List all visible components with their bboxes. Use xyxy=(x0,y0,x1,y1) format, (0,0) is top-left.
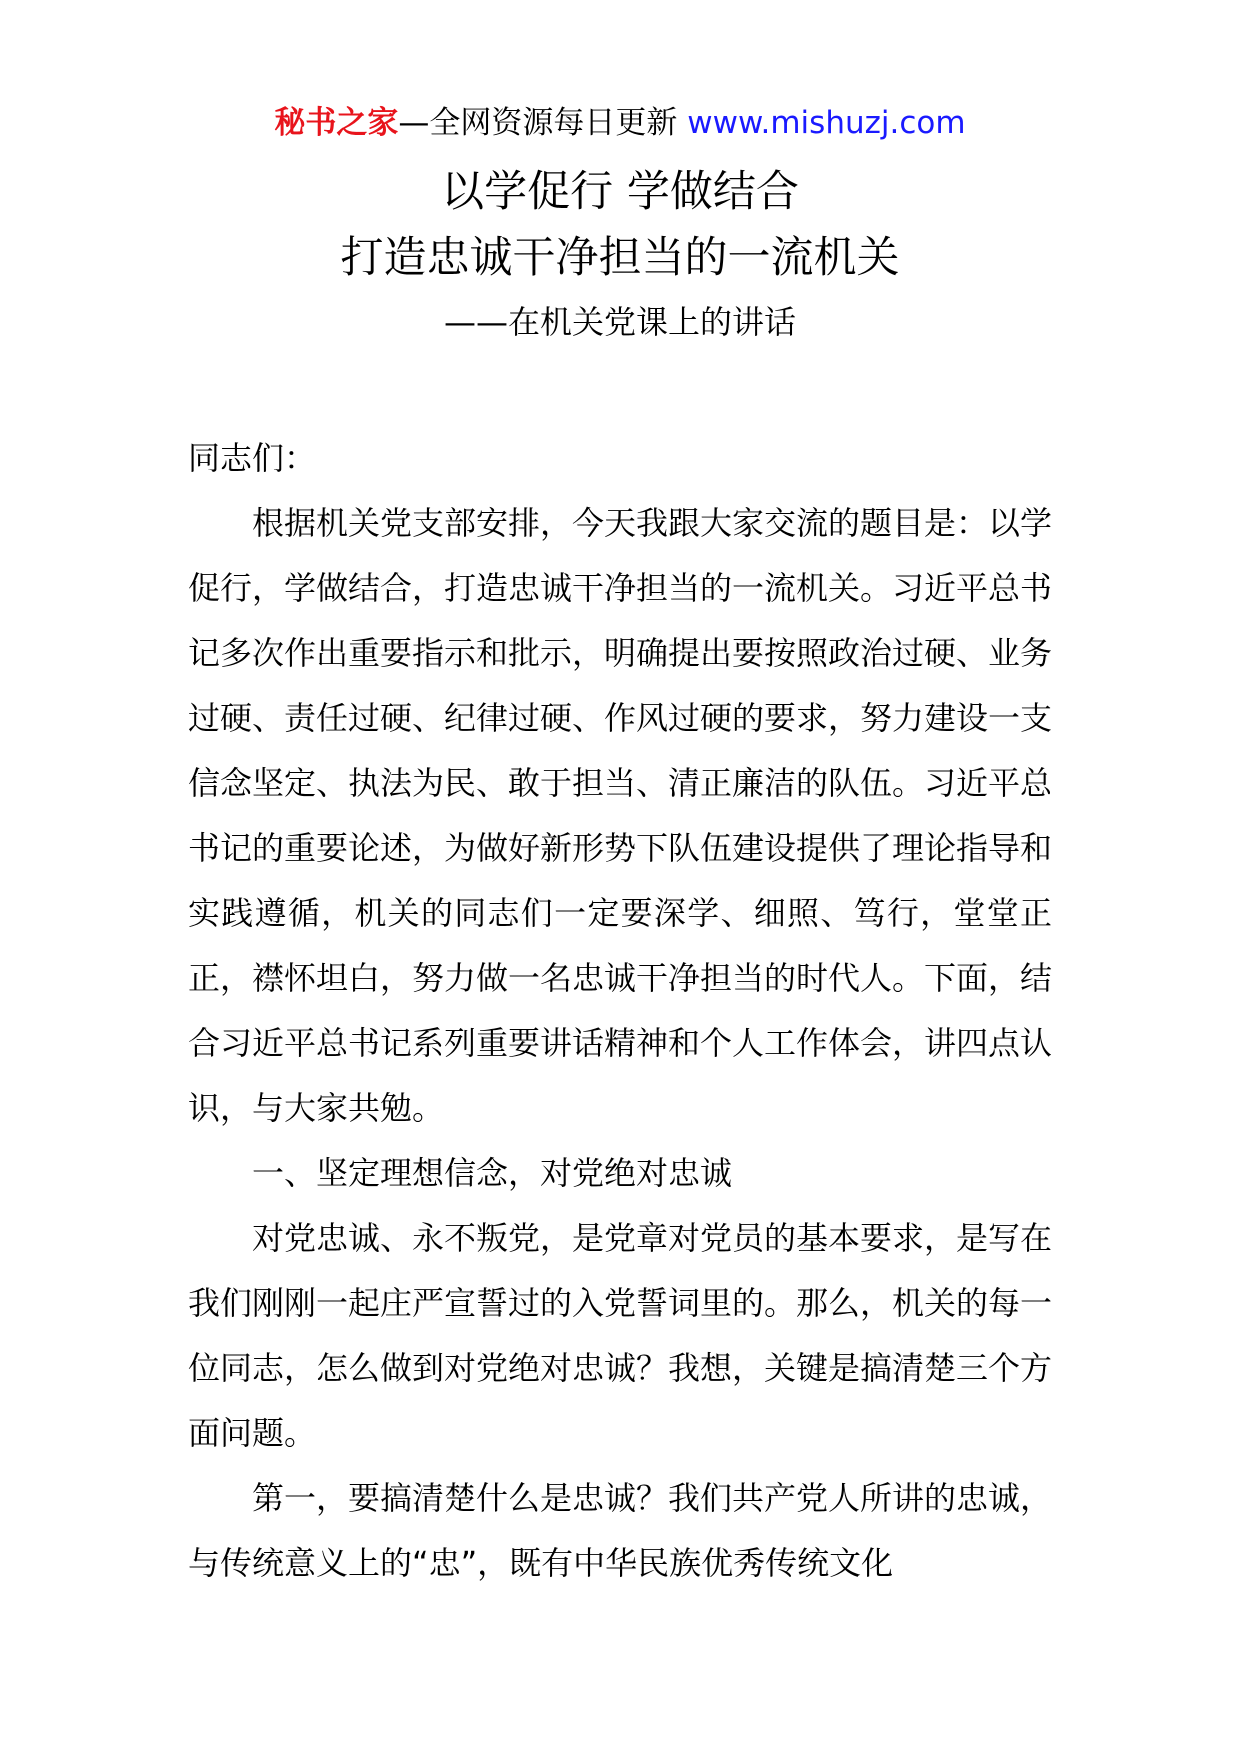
paragraph-intro: 根据机关党支部安排，今天我跟大家交流的题目是：以学促行，学做结合，打造忠诚干净担当的一流机关。习近平总书记多次作出重要指示和批示，明确提出要按照政治过硬、业务过硬、责任过硬、纪律过硬、作风过硬的要求，努力建设一支信念坚定、执法为民、敢于担当、清正廉洁的队伍。习近平总书记的重要论述，为做好新形势下队伍建设提供了理论指导和实践遵循，机关的同志们一定要深学、细照、笃行，堂堂正正，襟怀坦白，努力做一名忠诚干净担当的时代人。下面，结合习近平总书记系列重要讲话精神和个人工作体会，讲四点认识，与大家共勉。 xyxy=(188,504,1053,1127)
document-title-line-1: 以学促行 学做结合 xyxy=(441,167,799,217)
paragraph-loyalty: 对党忠诚、永不叛党，是党章对党员的基本要求，是写在我们刚刚一起庄严宣誓过的入党誓词里的。那么，机关的每一位同志，怎么做到对党绝对忠诚？我想，关键是搞清楚三个方面问题。 xyxy=(188,1219,1053,1452)
site-header xyxy=(0,100,1240,146)
document-subtitle: ——在机关党课上的讲话 xyxy=(443,303,796,341)
document-title-line-2: 打造忠诚干净担当的一流机关 xyxy=(340,233,900,283)
brand-name: 秘书之家 xyxy=(274,105,399,141)
section-heading-1: 一、坚定理想信念，对党绝对忠诚 xyxy=(252,1154,733,1192)
document-body xyxy=(188,426,1052,1596)
paragraph-first-point: 第一，要搞清楚什么是忠诚？我们共产党人所讲的忠诚，与传统意义上的“忠”，既有中华民族优秀传统文化 xyxy=(188,1479,1053,1582)
site-link[interactable]: www.mishuzj.com xyxy=(687,105,966,141)
header-tagline: —全网资源每日更新 xyxy=(398,105,678,141)
salutation: 同志们： xyxy=(188,439,317,477)
